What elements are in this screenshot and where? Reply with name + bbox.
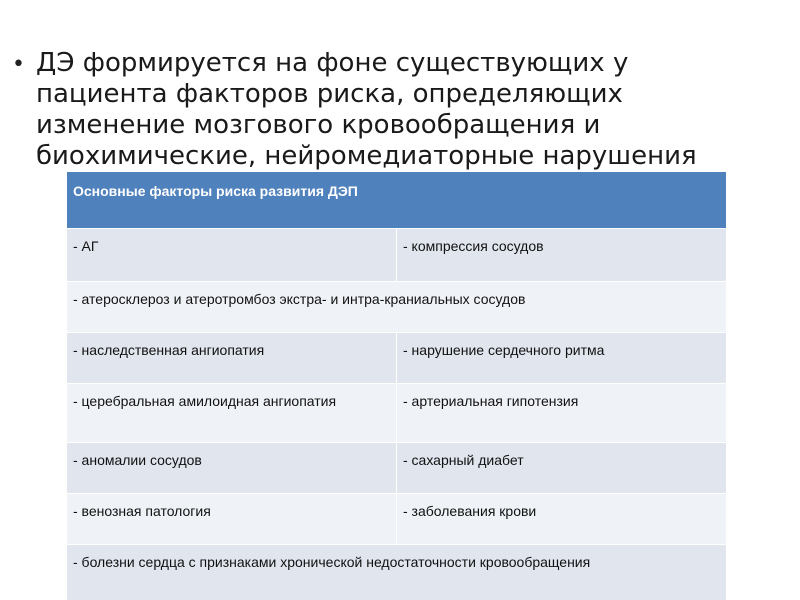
table-cell-full: - атеросклероз и атеротромбоз экстра- и интра-краниальных сосудов xyxy=(67,282,727,333)
table-row xyxy=(67,333,727,384)
risk-factors-table xyxy=(66,171,727,600)
table-row xyxy=(67,229,727,282)
table-cell-right: - артериальная гипотензия xyxy=(397,384,727,443)
table-cell-right: - компрессия сосудов xyxy=(397,229,727,282)
table-cell-right: - заболевания крови xyxy=(397,494,727,545)
table-row xyxy=(67,494,727,545)
bullet-marker: • xyxy=(12,52,25,77)
table-row xyxy=(67,545,727,600)
table-cell-full: - болезни сердца с признаками хронической недостаточности кровообращения xyxy=(67,545,727,600)
table-cell-right: - нарушение сердечного ритма xyxy=(397,333,727,384)
table-cell-left: - церебральная амилоидная ангиопатия xyxy=(67,384,397,443)
table-cell-left: - венозная патология xyxy=(67,494,397,545)
table-row xyxy=(67,443,727,494)
table-cell-left: - АГ xyxy=(67,229,397,282)
table-header: Основные факторы риска развития ДЭП xyxy=(67,172,727,229)
bullet-text: ДЭ формируется на фоне существующих у пациента факторов риска, определяющих изменение мозгового кровообращения и биохимические, нейромедиаторные нарушения xyxy=(36,48,697,171)
table-row xyxy=(67,384,727,443)
table-header-row xyxy=(67,172,727,229)
table-cell-left: - наследственная ангиопатия xyxy=(67,333,397,384)
table-cell-left: - аномалии сосудов xyxy=(67,443,397,494)
table-cell-right: - сахарный диабет xyxy=(397,443,727,494)
table-row xyxy=(67,282,727,333)
